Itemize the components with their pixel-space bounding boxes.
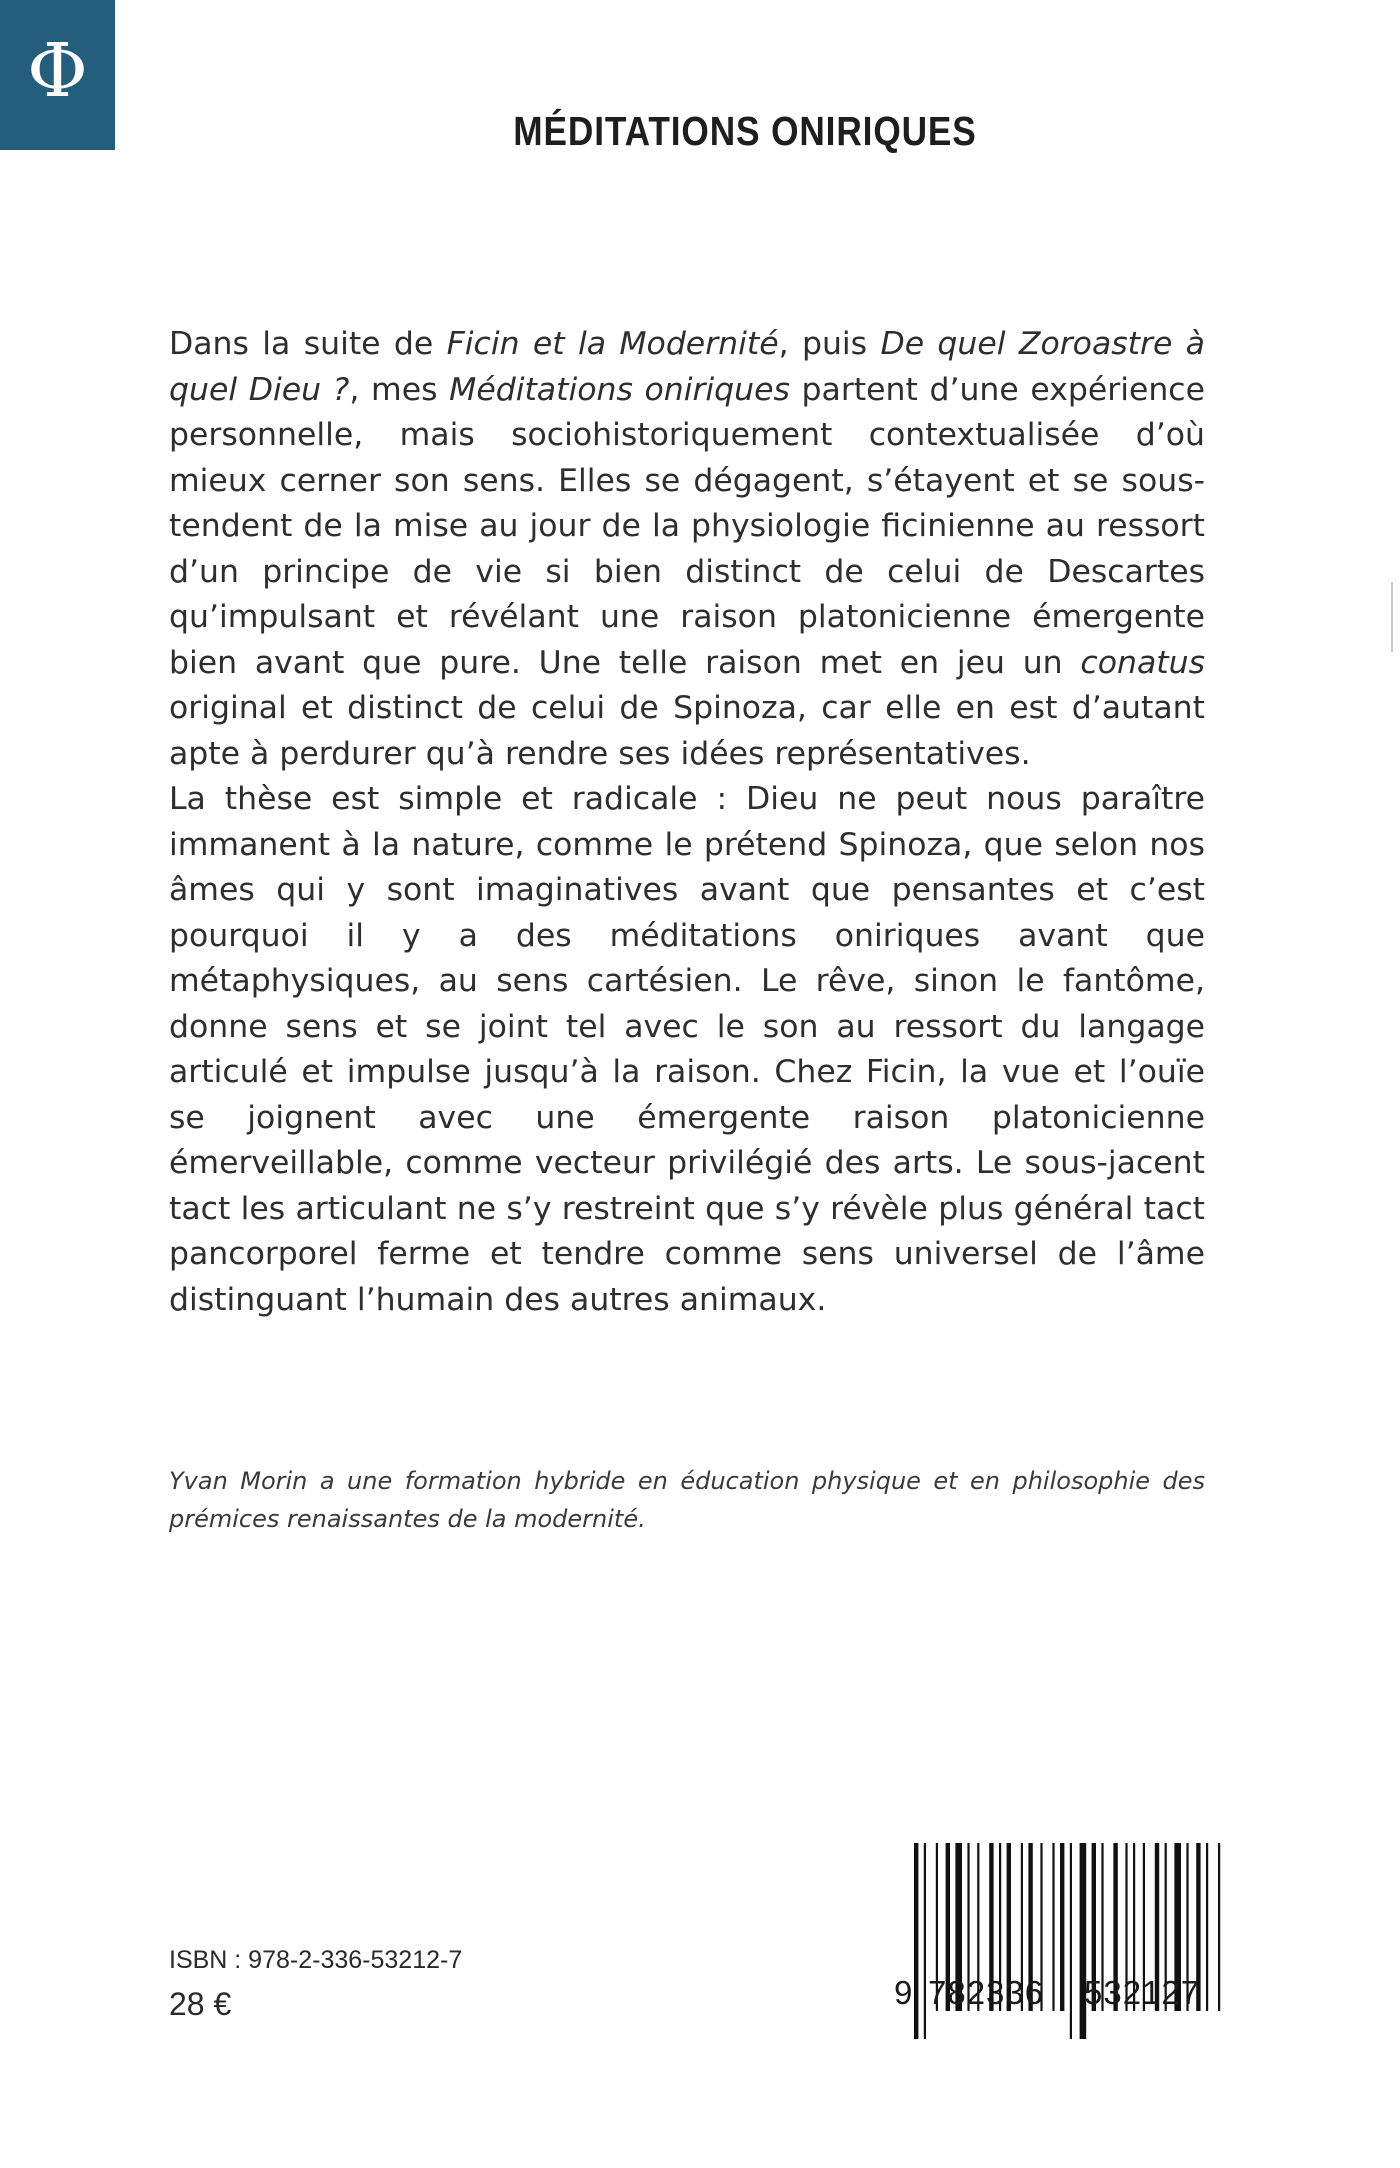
page-edge-mark bbox=[1391, 582, 1393, 652]
barcode-bar bbox=[1060, 1843, 1064, 2011]
barcode-right-group: 532127 bbox=[1084, 1974, 1201, 2011]
author-name: Yvan Morin bbox=[169, 1467, 308, 1495]
blurb-paragraph-2: La thèse est simple et radicale : Dieu ne peut nous paraître immanent à la nature, comme le prétend Spinoza, que selon nos âmes qui y sont imaginatives avant que pensantes et c’est pourquoi il y a des méditations oniriques avant que métaphysiques, au sens cartésien. Le rêve, sinon le fantôme, donne sens et se joint tel avec le son au ressort du langage articulé et impulse jusqu’à la raison. Chez Ficin, la vue et l’ouïe se joignent avec une émergente raison platonicienne émerveillable, comme vecteur privilégié des arts. Le sous-jacent tact les articulant ne s’y restreint que s’y révèle plus général tact pancorporel ferme et tendre comme sens universel de l’âme distinguant l’humain des autres animaux. bbox=[169, 781, 1205, 1318]
author-bio bbox=[169, 1462, 1205, 1538]
isbn-label: ISBN : 978-2-336-53212-7 bbox=[169, 1946, 463, 1974]
barcode-bar bbox=[914, 1843, 918, 2039]
barcode-first-digit: 9 bbox=[894, 1974, 914, 2011]
back-cover-blurb bbox=[169, 322, 1205, 1323]
author-description: a une formation hybride en éducation physique et en philosophie des prémices renaissantes de la modernité. bbox=[169, 1467, 1205, 1533]
barcode-bar bbox=[1052, 1843, 1054, 2011]
barcode-bar bbox=[924, 1843, 926, 2039]
barcode-left-group: 782336 bbox=[928, 1974, 1045, 2011]
blurb-paragraph-1: Dans la suite de Ficin et la Modernité, puis De quel Zoroastre à quel Dieu ?, mes Méditations oniriques partent d’une expérience personnelle, mais sociohistoriquement contextualisée d’où mieux cerner son sens. Elles se dégagent, s’étayent et se sous-tendent de la mise au jour de la physiologie ficinienne au ressort d’un principe de vie si bien distinct de celui de Descartes qu’impulsant et révélant une raison platonicienne émergente bien avant que pure. Une telle raison met en jeu un conatus original et distinct de celui de Spinoza, car elle en est d’autant apte à perdurer qu’à rendre ses idées représentatives. bbox=[169, 326, 1205, 772]
barcode-bar bbox=[1218, 1843, 1220, 2011]
price-label: 28 € bbox=[169, 1986, 232, 2022]
barcode-bar bbox=[1206, 1843, 1208, 2011]
book-title: MÉDITATIONS ONIRIQUES bbox=[513, 108, 977, 154]
publisher-logo bbox=[0, 0, 115, 150]
barcode-bar bbox=[1070, 1843, 1072, 2039]
phi-logo-icon: Φ bbox=[27, 28, 88, 114]
